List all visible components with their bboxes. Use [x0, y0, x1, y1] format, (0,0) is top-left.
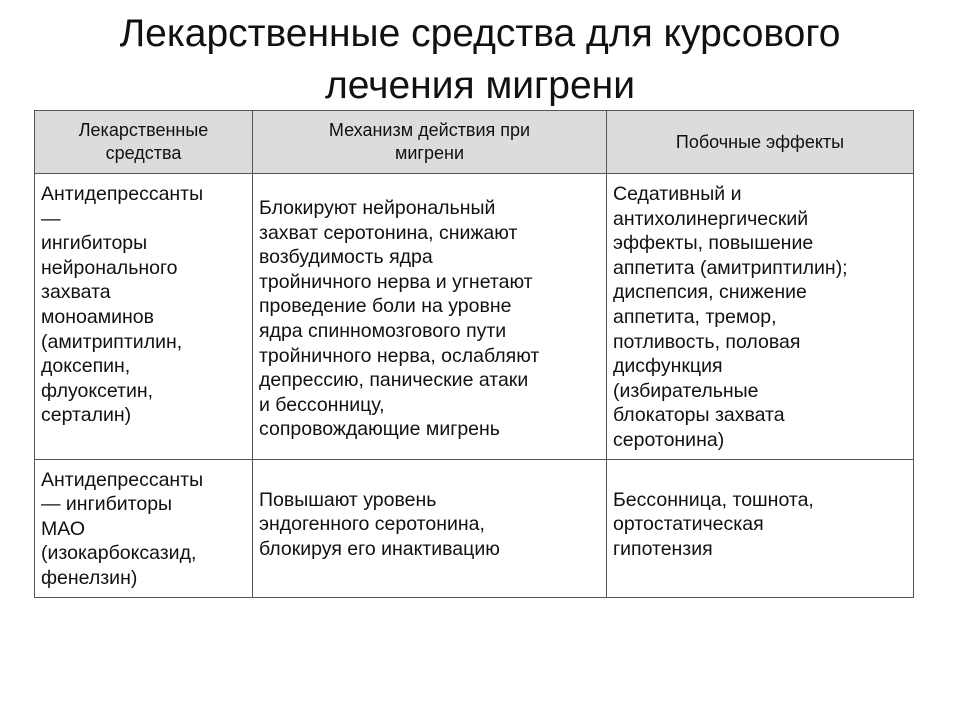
drug-table	[34, 110, 914, 598]
slide-title-line-1: Лекарственные средства для курсового	[119, 12, 841, 55]
slide-title	[0, 8, 960, 112]
slide-title-line-2: лечения мигрени	[325, 64, 635, 107]
table-header-row	[35, 111, 914, 174]
header-side-effects: Побочные эффекты	[607, 111, 914, 174]
cell-mechanism: Повышают уровень эндогенного серотонина, блокируя его инактивацию	[253, 459, 607, 597]
table-row	[35, 174, 914, 460]
header-mechanism: Механизм действия при мигрени	[253, 111, 607, 174]
cell-side-effects: Седативный и антихолинергический эффекты, повышение аппетита (амитриптилин); диспепсия, снижение аппетита, тремор, потливость, половая дисфункция (избирательные блокаторы захвата серотонина)	[607, 174, 914, 460]
cell-drugs: Антидепрессанты — ингибиторы нейронального захвата моноаминов (амитриптилин, доксепин, флуоксетин, серталин)	[35, 174, 253, 460]
cell-side-effects: Бессонница, тошнота, ортостатическая гипотензия	[607, 459, 914, 597]
table-row	[35, 459, 914, 597]
cell-mechanism: Блокируют нейрональный захват серотонина, снижают возбудимость ядра тройничного нерва и угнетают проведение боли на уровне ядра спинномозгового пути тройничного нерва, ослабляют депрессию, панические атаки и бессонницу, сопровождающие мигрень	[253, 174, 607, 460]
cell-drugs: Антидепрессанты — ингибиторы МАО (изокарбоксазид, фенелзин)	[35, 459, 253, 597]
header-drugs: Лекарственные средства	[35, 111, 253, 174]
